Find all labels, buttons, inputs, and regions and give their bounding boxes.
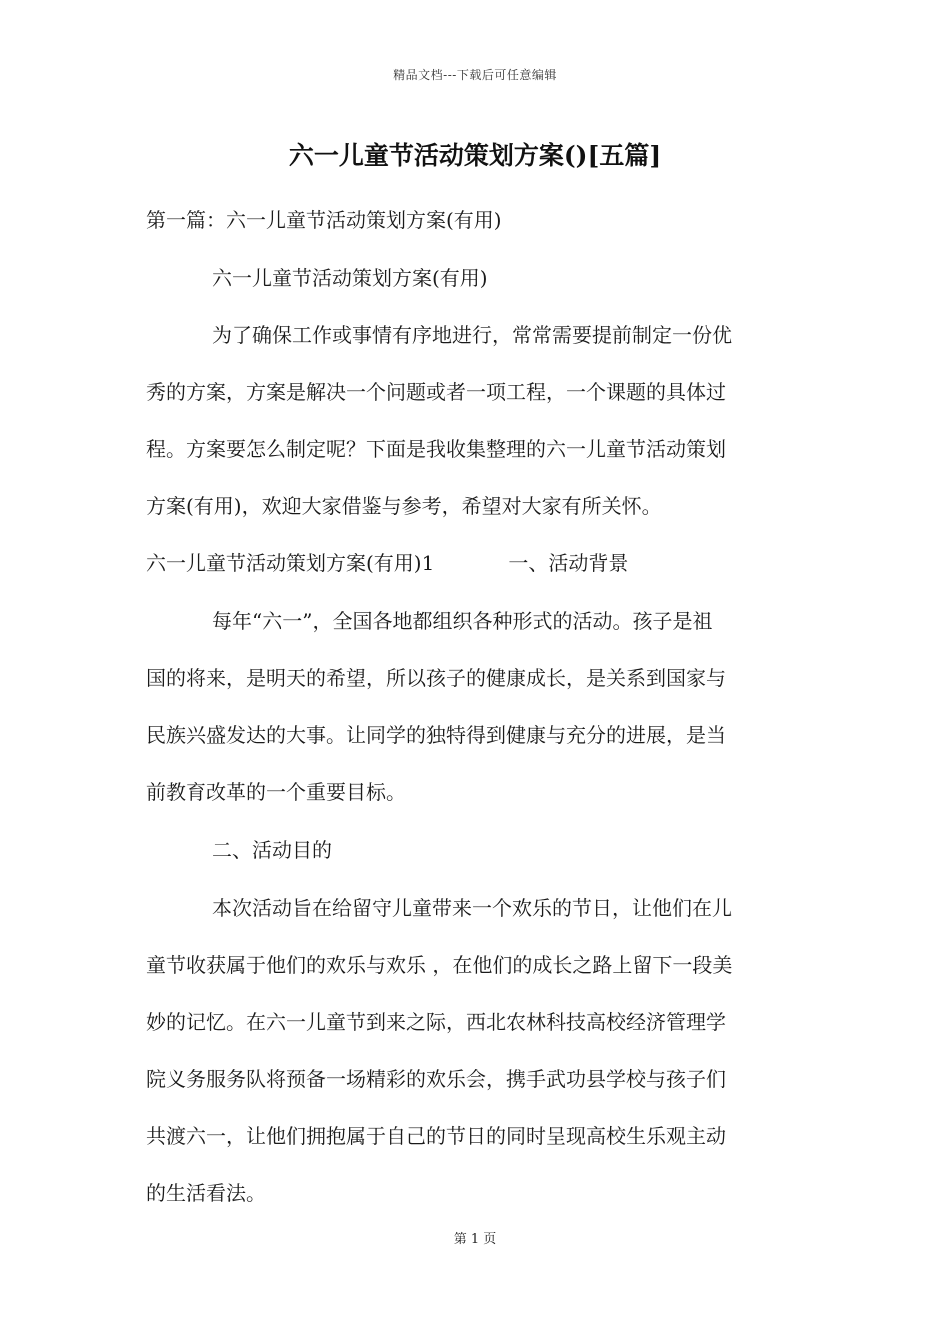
subtitle: 六一儿童节活动策划方案(有用) [212,266,488,290]
paragraph-line: 童节收获属于他们的欢乐与欢乐 ，在他们的成长之路上留下一段美 [146,953,733,977]
paragraph-line: 共渡六一，让他们拥抱属于自己的节日的同时呈现高校生乐观主动 [146,1124,726,1148]
page-number: 第 1 页 [453,1232,497,1247]
section-heading: 第一篇：六一儿童节活动策划方案(有用) [146,208,502,232]
paragraph-line: 每年“六一”，全国各地都组织各种形式的活动。孩子是祖 [212,609,713,633]
header-note: 精品文档---下载后可任意编辑 [393,68,557,82]
paragraph-line: 的生活看法。 [146,1181,266,1205]
paragraph-line: 院义务服务队将预备一场精彩的欢乐会，携手武功县学校与孩子们 [146,1067,726,1091]
paragraph-line: 为了确保工作或事情有序地进行，常常需要提前制定一份优 [212,323,732,347]
paragraph-line: 前教育改革的一个重要目标。 [146,780,406,804]
paragraph-line: 本次活动旨在给留守儿童带来一个欢乐的节日，让他们在儿 [212,896,732,920]
paragraph-line: 国的将来，是明天的希望，所以孩子的健康成长，是关系到国家与 [146,666,726,690]
paragraph-line: 民族兴盛发达的大事。让同学的独特得到健康与充分的进展，是当 [146,723,726,747]
section-purpose-heading: 二、活动目的 [212,838,332,862]
paragraph-line: 程。方案要怎么制定呢？下面是我收集整理的六一儿童节活动策划 [146,437,726,461]
paragraph-line: 秀的方案，方案是解决一个问题或者一项工程，一个课题的具体过 [146,380,726,404]
paragraph-line: 妙的记忆。在六一儿童节到来之际，西北农林科技高校经济管理学 [146,1010,726,1034]
subheading-line [146,549,806,577]
section-background-heading: 一、活动背景 [508,551,629,575]
document-title: 六一儿童节活动策划方案()[五篇] [288,141,662,170]
paragraph-line: 方案(有用)，欢迎大家借鉴与参考，希望对大家有所关怀。 [146,494,662,518]
plan-number: 六一儿童节活动策划方案(有用)1 [146,551,435,575]
